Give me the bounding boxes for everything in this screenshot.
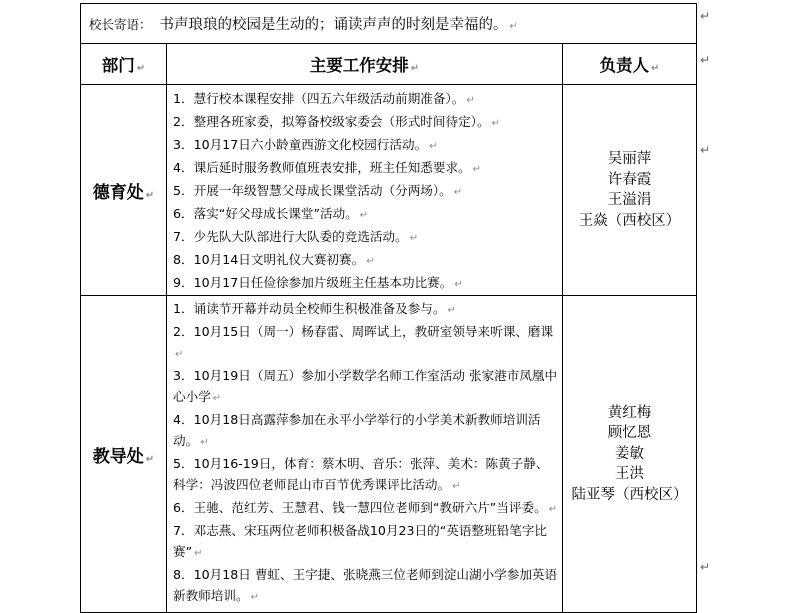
task-item: 6．王驰、范红芳、王慧君、钱一慧四位老师到“教研六片”当评委。 ↵ [173, 500, 558, 515]
row-end-mark: ↵ [700, 143, 711, 157]
task-item: 2．10月15日（周一）杨春雷、周晖试上，教研室领导来听课、磨课↵ [173, 324, 554, 360]
person-name: 王焱（西校区） [578, 212, 681, 229]
tasks-cell [167, 296, 563, 613]
table-edge-stub [696, 88, 697, 104]
task-item: 9．10月17日任俭徐参加片级班主任基本功比赛。 ↵ [173, 275, 463, 290]
person-name: 陆亚琴（西校区） [571, 486, 688, 503]
row-end-mark: ↵ [700, 560, 711, 574]
table-row-teaching [81, 296, 697, 613]
row-end-mark: ↵ [700, 9, 711, 23]
person-name: 顾忆恩 [607, 425, 652, 442]
paragraph-mark: ↵ [509, 21, 518, 32]
header-row [81, 44, 697, 85]
motto-text: 书声琅琅的校园是生动的；诵读声声的时刻是幸福的。 [159, 17, 508, 33]
persons-cell [563, 296, 697, 613]
motto-row [81, 4, 697, 44]
task-item: 6．落实“好父母成长课堂”活动。 ↵ [173, 206, 369, 221]
tasks-cell [167, 85, 563, 296]
task-item: 5．开展一年级智慧父母成长课堂活动（分两场）。 ↵ [173, 183, 463, 198]
task-item: 3．10月19日（周五）参加小学数学名师工作室活动 张家港市凤凰中心小学 ↵ [173, 368, 558, 404]
header-dept: 部门 ↵ [81, 44, 167, 85]
person-name: 姜敏 [615, 445, 644, 462]
task-item: 1．慧行校本课程安排（四五六年级活动前期准备）。 ↵ [173, 91, 475, 106]
persons-cell [563, 85, 697, 296]
task-item: 3．10月17日六小龄童西游文化校园行活动。 ↵ [173, 137, 438, 152]
person-name: 王洪 [615, 466, 644, 483]
table-row-moral [81, 85, 697, 296]
work-schedule-table [80, 3, 697, 613]
header-person: 负责人 ↵ [563, 44, 697, 85]
task-item: 2．整理各班家委，拟筹备校级家委会（形式时间待定）。 ↵ [173, 114, 500, 129]
person-name: 王溢涓 [607, 192, 652, 208]
task-item: 4．课后延时服务教师值班表安排，班主任知悉要求。 ↵ [173, 160, 482, 175]
task-item: 7．少先队大队部进行大队委的竞选活动。 ↵ [173, 229, 419, 244]
task-item: 7．邓志燕、宋珏两位老师积极备战10月23日的“英语整班铅笔字比赛” ↵ [173, 523, 548, 559]
motto-cell [81, 4, 697, 44]
task-item: 5．10月16-19日，体育：蔡木明、音乐：张萍、美术：陈黄子静、科学：冯波四位老师昆山市百节优秀课评比活动。 ↵ [173, 456, 549, 492]
task-item: 8．10月18日 曹虹、王宇捷、张晓燕三位老师到淀山湖小学参加英语新教师培训。 ↵ [173, 567, 558, 603]
row-end-mark: ↵ [700, 53, 711, 67]
person-name: 吴丽萍 [607, 151, 652, 167]
dept-cell: 德育处 ↵ [81, 85, 167, 296]
dept-cell: 教导处 ↵ [81, 296, 167, 613]
header-work: 主要工作安排 ↵ [167, 44, 563, 85]
person-name: 黄红梅 [607, 404, 652, 421]
motto-label: 校长寄语： [89, 17, 152, 32]
person-name: 许春霞 [607, 171, 652, 188]
task-item: 1．诵读节开幕并动员全校师生积极准备及参与。 ↵ [173, 301, 456, 316]
task-item: 8．10月14日文明礼仪大赛初赛。 ↵ [173, 252, 375, 267]
task-item: 4．10月18日高露萍参加在永平小学举行的小学美术新教师培训活动。 ↵ [173, 412, 541, 448]
